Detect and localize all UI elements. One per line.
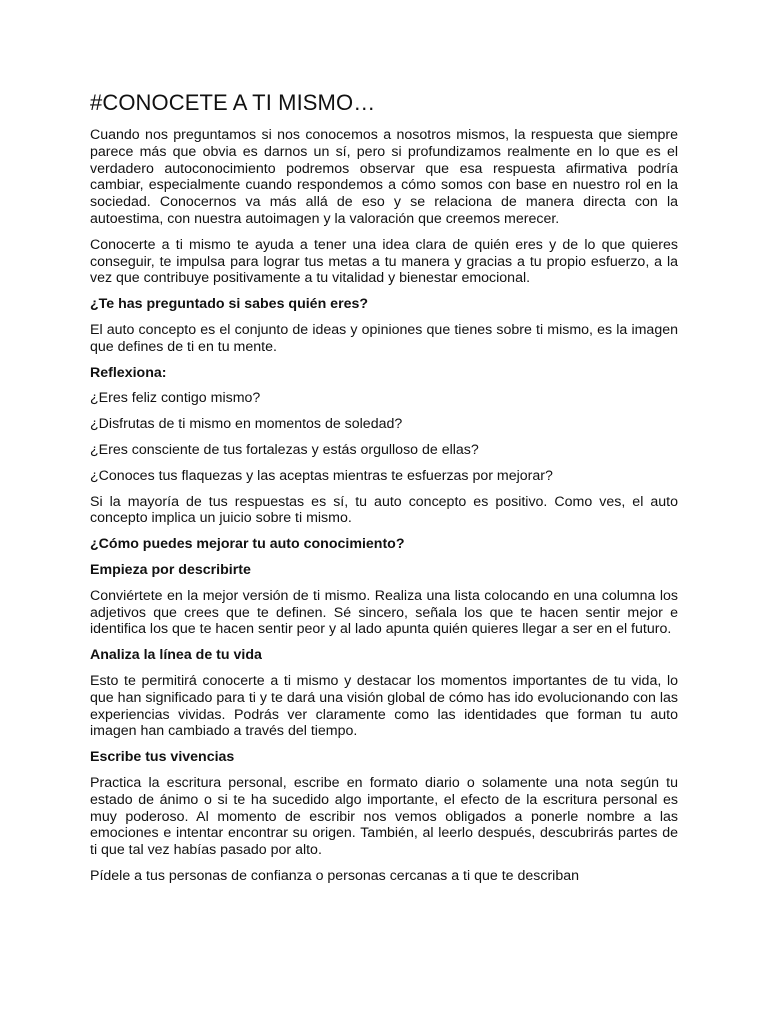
- body-paragraph: Practica la escritura personal, escribe en formato diario o solamente una nota según tu estado de ánimo o si te ha sucedido algo importante, el efecto de la escritura personal es muy poderoso. Al momento de escribir nos vemos obligados a ponerle nombre a las emociones e intentar encontrar su origen. También, al leerlo después, descubrirás partes de ti que tal vez habías pasado por alto.: [90, 774, 678, 859]
- document-title: #CONOCETE A TI MISMO…: [90, 90, 376, 115]
- body-paragraph: Esto te permitirá conocerte a ti mismo y destacar los momentos importantes de tu vida, lo que han significado para ti y te dará una visión global de cómo has ido evolucionando con las experiencias vividas. Podrás ver claramente como las identidades que forman tu auto imagen han cambiado a través del tiempo.: [90, 672, 678, 740]
- subsection-heading: Escribe tus vivencias: [90, 749, 235, 766]
- section-heading: ¿Cómo puedes mejorar tu auto conocimiento?: [90, 536, 405, 553]
- document-page: [90, 88, 678, 894]
- reflection-question: ¿Disfrutas de ti mismo en momentos de soledad?: [90, 416, 403, 433]
- section-heading: Reflexiona:: [90, 364, 167, 381]
- reflection-question: ¿Conoces tus flaquezas y las aceptas mientras te esfuerzas por mejorar?: [90, 467, 553, 484]
- body-paragraph: Conocerte a ti mismo te ayuda a tener una idea clara de quién eres y de lo que quieres conseguir, te impulsa para lograr tus metas a tu manera y gracias a tu propio esfuerzo, a la vez que contribuye positivamente a tu vitalidad y bienestar emocional.: [90, 236, 678, 287]
- reflection-question: ¿Eres consciente de tus fortalezas y estás orgulloso de ellas?: [90, 441, 479, 458]
- subsection-heading: Empieza por describirte: [90, 561, 251, 578]
- reflection-question: ¿Eres feliz contigo mismo?: [90, 390, 261, 407]
- body-paragraph: Si la mayoría de tus respuestas es sí, tu auto concepto es positivo. Como ves, el auto concepto implica un juicio sobre ti mismo.: [90, 493, 678, 527]
- intro-paragraph: Cuando nos preguntamos si nos conocemos a nosotros mismos, la respuesta que siempre parece más que obvia es darnos un sí, pero si profundizamos realmente en lo que es el verdadero autoconocimiento podremos observar que esa respuesta afirmativa podría cambiar, especialmente cuando respondemos a cómo somos con base en nuestro rol en la sociedad. Conocernos va más allá de eso y se relaciona de manera directa con la autoestima, con nuestra autoimagen y la valoración que creemos merecer.: [90, 127, 678, 227]
- body-paragraph: El auto concepto es el conjunto de ideas y opiniones que tienes sobre ti mismo, es la imagen que defines de ti en tu mente.: [90, 321, 678, 355]
- section-heading: ¿Te has preguntado si sabes quién eres?: [90, 296, 369, 313]
- body-paragraph: Conviértete en la mejor versión de ti mismo. Realiza una lista colocando en una columna los adjetivos que crees que te definen. Sé sincero, señala los que te hacen sentir mejor e identifica los que te hacen sentir peor y al lado apunta quién quieres llegar a ser en el futuro.: [90, 587, 678, 638]
- subsection-heading: Analiza la línea de tu vida: [90, 647, 262, 664]
- body-paragraph-truncated: Pídele a tus personas de confianza o personas cercanas a ti que te describan: [90, 867, 579, 884]
